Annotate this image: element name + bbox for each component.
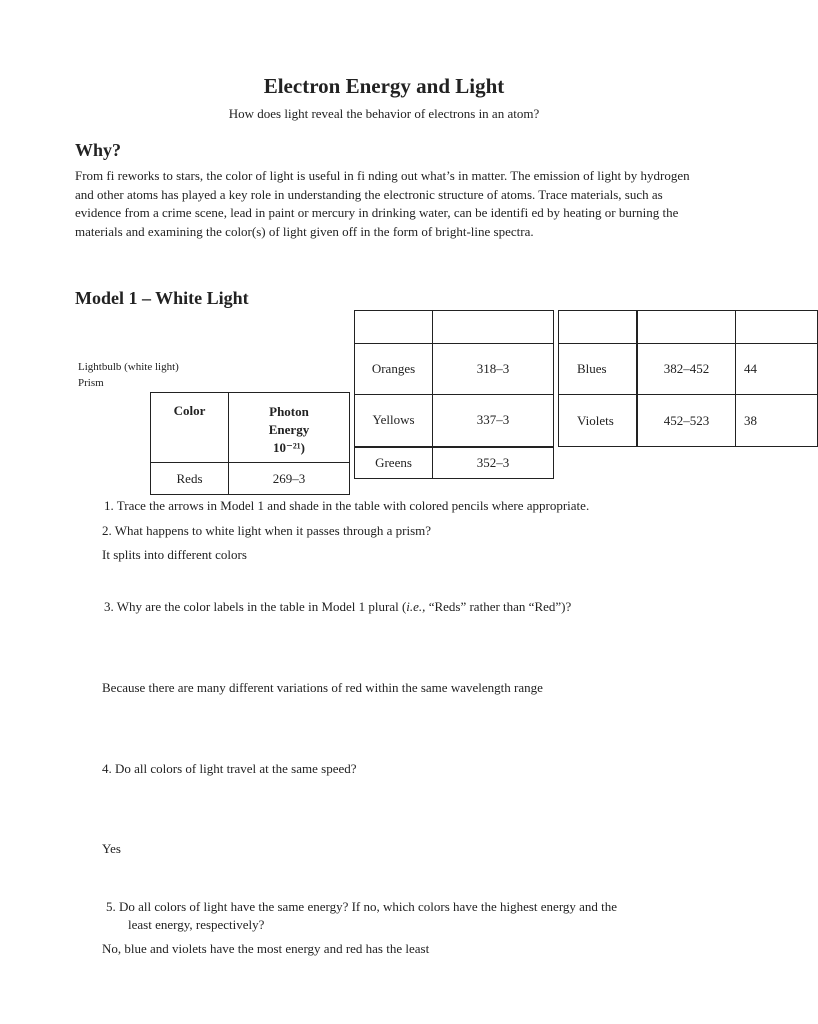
cell-value-oranges: 318–3 xyxy=(433,344,554,395)
cell-color-blues: Blues xyxy=(559,344,638,395)
right-header-cell-2 xyxy=(637,311,736,344)
question-4: 4. Do all colors of light travel at the same speed? xyxy=(102,761,357,776)
page-subtitle: How does light reveal the behavior of electrons in an atom? xyxy=(228,106,540,121)
question-3: 3. Why are the color labels in the table in Model 1 plural (i.e., “Reds” rather than “Red”)? xyxy=(104,599,572,614)
mid-header-cell-1 xyxy=(355,311,433,344)
header-photon-energy: Photon Energy 10⁻²¹) xyxy=(229,393,350,463)
answer-2: It splits into different colors xyxy=(102,547,247,562)
page-title: Electron Energy and Light xyxy=(263,74,505,98)
cell-color-violets: Violets xyxy=(559,395,638,447)
cell-value-yellows: 337–3 xyxy=(433,395,554,447)
question-5-line-2: least energy, respectively? xyxy=(128,917,265,932)
model1-table-left xyxy=(150,392,310,496)
answer-5: No, blue and violets have the most energy and red has the least xyxy=(102,941,430,956)
question-1: 1. Trace the arrows in Model 1 and shade in the table with colored pencils where appropriate. xyxy=(104,498,590,513)
model-1-heading: Model 1 – White Light xyxy=(75,288,249,308)
cell-extra-violets: 38 xyxy=(736,395,818,447)
answer-4: Yes xyxy=(102,841,121,856)
model1-table-mid xyxy=(354,310,510,480)
right-header-cell-3 xyxy=(736,311,818,344)
cell-value-blues: 382–452 xyxy=(637,344,736,395)
mid-header-cell-2 xyxy=(433,311,554,344)
cell-value-violets: 452–523 xyxy=(637,395,736,447)
cell-color-greens: Greens xyxy=(355,447,433,479)
answer-3: Because there are many different variations of red within the same wavelength range xyxy=(102,680,543,695)
cell-value-reds: 269–3 xyxy=(229,463,350,495)
question-2: 2. What happens to white light when it passes through a prism? xyxy=(102,523,432,538)
header-color: Color xyxy=(151,393,229,463)
cell-color-reds: Reds xyxy=(151,463,229,495)
model1-table-right xyxy=(558,310,768,448)
prism-label: Prism xyxy=(78,377,104,389)
right-header-cell-1 xyxy=(559,311,638,344)
why-heading: Why? xyxy=(75,140,122,160)
lightbulb-label: Lightbulb (white light) xyxy=(78,361,179,373)
cell-color-oranges: Oranges xyxy=(355,344,433,395)
question-5-line-1: 5. Do all colors of light have the same energy? If no, which colors have the highest energy and the xyxy=(106,899,618,914)
cell-extra-blues: 44 xyxy=(736,344,818,395)
cell-value-greens: 352–3 xyxy=(433,447,554,479)
why-paragraph: From fi reworks to stars, the color of light is useful in fi nding out what’s in matter. The emission of light by hydrogen and other atoms has played a key role in understanding the electronic structure of atoms. Trace materials, such as evidence from a crime scene, lead in paint or mercury in drinking water, can be identifi ed by heating or burning the materials and examining the color(s) of light given off in the form of bright-line spectra. xyxy=(75,168,690,239)
cell-color-yellows: Yellows xyxy=(355,395,433,447)
